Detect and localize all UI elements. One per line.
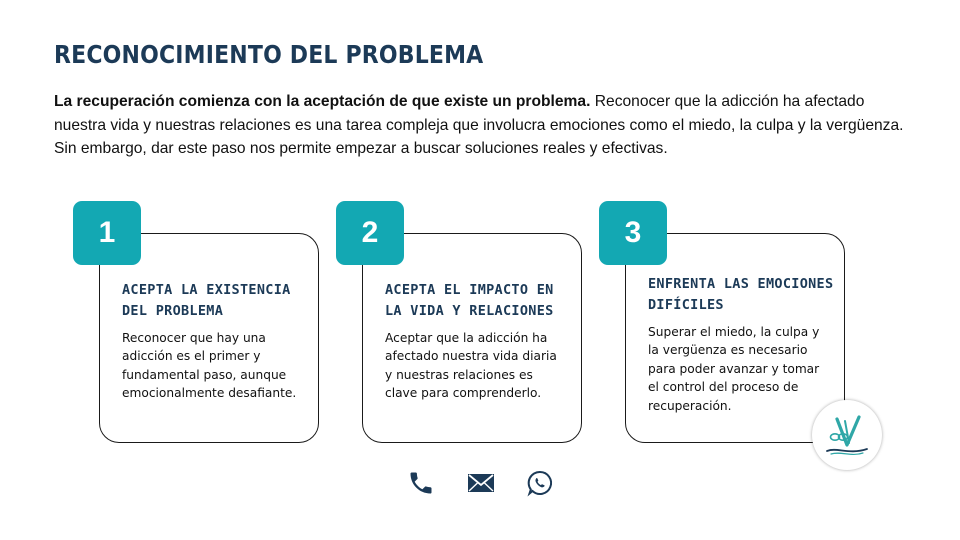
- step-2-text: Aceptar que la adicción ha afectado nuestra vida diaria y nuestras relaciones es clave para comprenderlo.: [385, 331, 557, 401]
- mail-icon[interactable]: [464, 466, 498, 500]
- step-3-badge: 3: [599, 201, 667, 265]
- step-1-title: ACEPTA LA EXISTENCIA DEL PROBLEMA: [122, 282, 291, 319]
- step-1-text: Reconocer que hay una adicción es el primer y fundamental paso, aunque emocionalmente desafiante.: [122, 331, 297, 401]
- step-3-title: ENFRENTA LAS EMOCIONES DIFÍCILES: [648, 276, 834, 313]
- intro-text: Reconocer que la adicción ha afectado nuestra vida y nuestras relaciones es una tarea compleja que involucra emociones como el miedo, la culpa y la vergüenza. Sin embargo, dar este paso nos permite empezar a buscar soluciones reales y efectivas.: [54, 93, 904, 157]
- logo-mark-icon: [819, 407, 875, 463]
- intro-bold: La recuperación comienza con la aceptación de que existe un problema.: [54, 93, 591, 110]
- step-2-title: ACEPTA EL IMPACTO EN LA VIDA Y RELACIONES: [385, 282, 554, 319]
- step-3-text: Superar el miedo, la culpa y la vergüenza es necesario para poder avanzar y tomar el control del proceso de recuperación.: [648, 325, 820, 413]
- intro-paragraph: [54, 90, 904, 161]
- whatsapp-icon[interactable]: [523, 466, 557, 500]
- page-title: RECONOCIMIENTO DEL PROBLEMA: [54, 40, 484, 69]
- step-2-badge: 2: [336, 201, 404, 265]
- brand-logo: [812, 400, 882, 470]
- step-1-badge: 1: [73, 201, 141, 265]
- phone-icon[interactable]: [404, 466, 438, 500]
